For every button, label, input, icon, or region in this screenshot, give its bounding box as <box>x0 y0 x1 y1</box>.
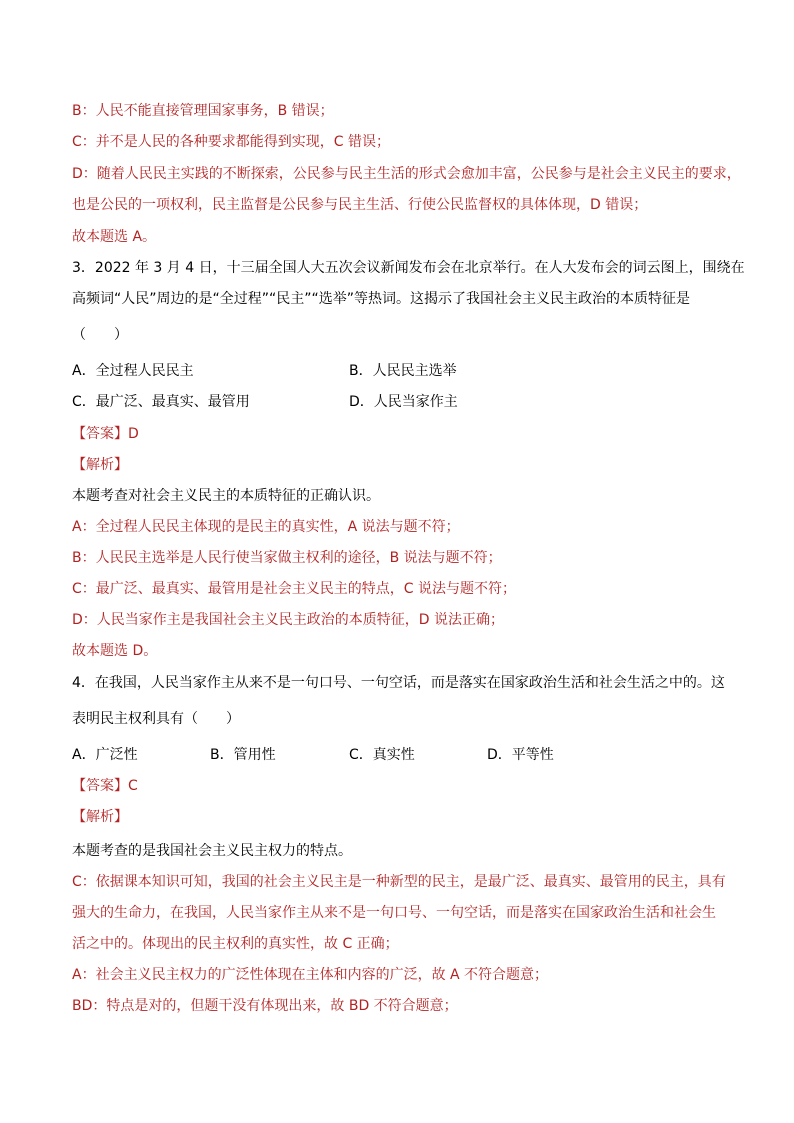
q2-analysis-d-line2: 也是公民的一项权利，民主监督是公民参与民主生活、行使公民监督权的具体体现，D 错误； <box>72 197 648 213</box>
q3-blank: （ ） <box>72 327 128 343</box>
q3-stem-line2: 高频词“人民”周边的是“全过程”“民主”“选举”等热词。这揭示了我国社会主义民主政治的本质特征是 <box>72 291 691 307</box>
q3-analysis-line: C：最广泛、最真实、最管用是社会主义民主的特点，C 说法与题不符； <box>72 581 516 597</box>
q3-analysis-line: A：全过程人民民主体现的是民主的真实性，A 说法与题不符； <box>72 519 460 535</box>
q2-analysis-d-line1: D：随着人民民主实践的不断探索，公民参与民主生活的形式会愈加丰富，公民参与是社会主义民主的要求， <box>72 166 741 182</box>
q2-analysis-c: C：并不是人民的各种要求都能得到实现，C 错误； <box>72 134 390 150</box>
q3-analysis-label: 【解析】 <box>72 457 128 473</box>
q4-answer: 【答案】C <box>72 778 138 794</box>
q3-analysis-line: B：人民民主选举是人民行使当家做主权利的途径，B 说法与题不符； <box>72 550 502 566</box>
q3-analysis-line: D：人民当家作主是我国社会主义民主政治的本质特征，D 说法正确； <box>72 612 505 628</box>
q4-stem-line2: 表明民主权利具有（ ） <box>72 711 240 727</box>
q4-analysis-line: 强大的生命力，在我国，人民当家作主从来不是一句口号、一句空话，而是落实在国家政治生活和社会生 <box>72 905 716 921</box>
q4-stem-line1: 4．在我国，人民当家作主从来不是一句口号、一句空话，而是落实在国家政治生活和社会生活之中的。这 <box>72 675 725 691</box>
q3-answer: 【答案】D <box>72 426 139 442</box>
q3-option-c: C．最广泛、最真实、最管用 <box>72 394 250 410</box>
q4-option-d: D．平等性 <box>487 747 554 763</box>
q4-analysis-line: BD：特点是对的，但题干没有体现出来，故 BD 不符合题意； <box>72 998 458 1014</box>
q4-analysis-line: 活之中的。体现出的民主权利的真实性，故 C 正确； <box>72 936 399 952</box>
q3-analysis-line: 本题考查对社会主义民主的本质特征的正确认识。 <box>72 488 380 504</box>
q4-analysis-line: C：依据课本知识可知，我国的社会主义民主是一种新型的民主，是最广泛、最真实、最管用的民主，具有 <box>72 874 726 890</box>
q4-option-c: C．真实性 <box>349 747 415 763</box>
q4-option-a: A．广泛性 <box>72 747 138 763</box>
q2-conclusion: 故本题选 A。 <box>72 229 157 245</box>
q3-option-a: A．全过程人民民主 <box>72 363 194 379</box>
q4-option-b: B．管用性 <box>210 747 276 763</box>
q4-analysis-label: 【解析】 <box>72 809 128 825</box>
q3-stem-line1: 3．2022 年 3 月 4 日，十三届全国人大五次会议新闻发布会在北京举行。在人大发布会的词云图上，围绕在 <box>72 260 745 276</box>
q3-option-d: D．人民当家作主 <box>349 394 458 410</box>
q3-conclusion: 故本题选 D。 <box>72 643 158 659</box>
q4-analysis-line: 本题考查的是我国社会主义民主权力的特点。 <box>72 843 352 859</box>
q3-option-b: B．人民民主选举 <box>349 363 457 379</box>
q2-analysis-b: B：人民不能直接管理国家事务，B 错误； <box>72 103 334 119</box>
q4-analysis-line: A：社会主义民主权力的广泛性体现在主体和内容的广泛，故 A 不符合题意； <box>72 967 549 983</box>
